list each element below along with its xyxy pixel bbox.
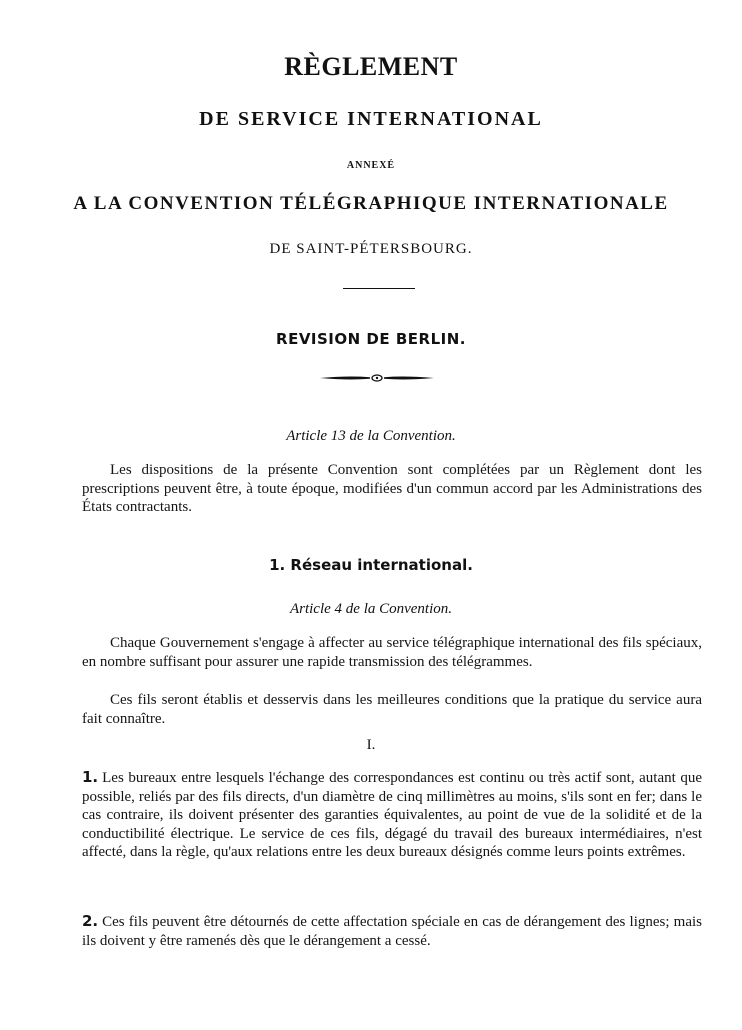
item-1-text: Les bureaux entre lesquels l'échange des correspondances est continu ou très actif sont, autant que possible, reliés par des fils directs, d'un diamètre de cinq millimètres au moins, s'ils sont en fer; dans le cas contraire, ils doivent présenter des garanties équivalentes, au point de vue de la solidité et de la conductibilité électrique. Le service de ces fils, dégagé du travail des bureaux intermédiaires, n'est affecté, dans la règle, qu'aux relations entre les deux bureaux désignés comme leurs points extrêmes. bbox=[82, 770, 702, 860]
document-subtitle: DE SERVICE INTERNATIONAL bbox=[199, 108, 543, 130]
annexe-label: ANNEXÉ bbox=[346, 160, 396, 171]
ornamental-divider-icon bbox=[318, 372, 436, 384]
short-divider-rule bbox=[343, 288, 415, 289]
item-1-number: 1. bbox=[82, 768, 99, 786]
article-4-heading: Article 4 de la Convention. bbox=[289, 601, 453, 617]
roman-numeral-heading: I. bbox=[366, 737, 376, 753]
item-2-number: 2. bbox=[82, 912, 99, 930]
revision-heading: REVISION DE BERLIN. bbox=[276, 330, 466, 348]
item-2-text: Ces fils peuvent être détournés de cette affectation spéciale en cas de dérangement des lignes; mais ils doivent y être ramenés dès que le dérangement a cessé. bbox=[82, 914, 702, 949]
item-1-paragraph bbox=[82, 768, 702, 862]
item-2-paragraph bbox=[82, 912, 702, 950]
article-13-text: Les dispositions de la présente Convention sont complétées par un Règlement dont les prescriptions peuvent être, à toute époque, modifiées d'un commun accord par les Administrations des États contractants. bbox=[82, 462, 702, 515]
article-13-heading: Article 13 de la Convention. bbox=[286, 428, 456, 444]
section-1-heading: 1. Réseau international. bbox=[269, 556, 473, 574]
article-4-paragraph-2: Ces fils seront établis et desservis dans les meilleures conditions que la pratique du service aura fait connaître. bbox=[82, 692, 702, 727]
article-4-paragraph-1: Chaque Gouvernement s'engage à affecter au service télégraphique international des fils spéciaux, en nombre suffisant pour assurer une rapide transmission des télégrammes. bbox=[82, 635, 702, 670]
document-title: RÈGLEMENT bbox=[284, 52, 458, 81]
convention-title: A LA CONVENTION TÉLÉGRAPHIQUE INTERNATIONALE bbox=[73, 193, 669, 214]
city-line: DE SAINT-PÉTERSBOURG. bbox=[269, 241, 473, 257]
